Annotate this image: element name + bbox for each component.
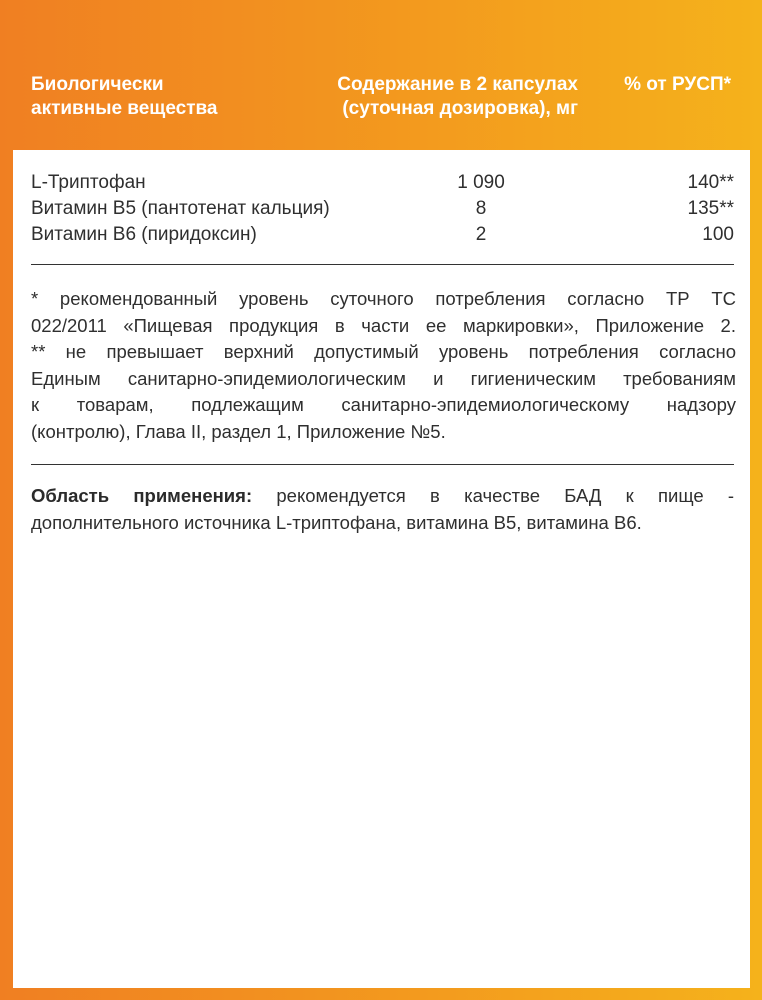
header-percent-label: % от РУСП* (624, 74, 731, 95)
footnote-line: ** не превышает верхний допустимый уровень потребления согласно (31, 341, 736, 362)
header-substances (31, 73, 218, 121)
header-percent (612, 73, 731, 97)
footnote-line: Единым санитарно-эпидемиологическим и гигиеническим требованиям (31, 367, 736, 389)
divider (31, 464, 734, 465)
header-amount-line1: Содержание в 2 капсулах (337, 74, 578, 95)
footnote-line: 022/2011 «Пищевая продукция в части ее маркировки», Приложение 2. (31, 314, 736, 336)
content-panel (13, 150, 750, 988)
row-percent: 100 (702, 224, 734, 245)
footnote-line: (контролю), Глава II, раздел 1, Приложение №5. (31, 420, 446, 442)
header-amount (332, 73, 578, 121)
usage-line: дополнительного источника L-триптофана, витамина B5, витамина B6. (31, 512, 642, 533)
row-amount: 1 090 (457, 172, 505, 193)
row-amount: 2 (475, 224, 487, 245)
row-percent: 140** (687, 172, 734, 193)
header-amount-line2: (суточная дозировка), мг (342, 98, 578, 119)
usage-label: Область применения: (31, 485, 253, 506)
row-percent: 135** (687, 198, 734, 219)
table-row (31, 222, 734, 248)
composition-table (31, 170, 734, 248)
usage-section (31, 482, 734, 536)
usage-line (31, 482, 734, 509)
footnotes (31, 286, 736, 445)
row-substance: Витамин B6 (пиридоксин) (31, 224, 257, 245)
row-amount: 8 (475, 198, 487, 219)
row-substance: L-Триптофан (31, 172, 146, 193)
divider (31, 264, 734, 265)
table-header (0, 0, 762, 150)
table-row (31, 170, 734, 196)
header-substances-line1: Биологически (31, 74, 164, 95)
footnote-line: * рекомендованный уровень суточного потребления согласно ТР ТС (31, 288, 736, 309)
row-substance: Витамин B5 (пантотенат кальция) (31, 198, 330, 219)
footnote-line: к товарам, подлежащим санитарно-эпидемиологическому надзору (31, 394, 736, 415)
table-row (31, 196, 734, 222)
usage-text: рекомендуется в качестве БАД к пище - (276, 485, 735, 506)
header-substances-line2: активные вещества (31, 98, 218, 119)
